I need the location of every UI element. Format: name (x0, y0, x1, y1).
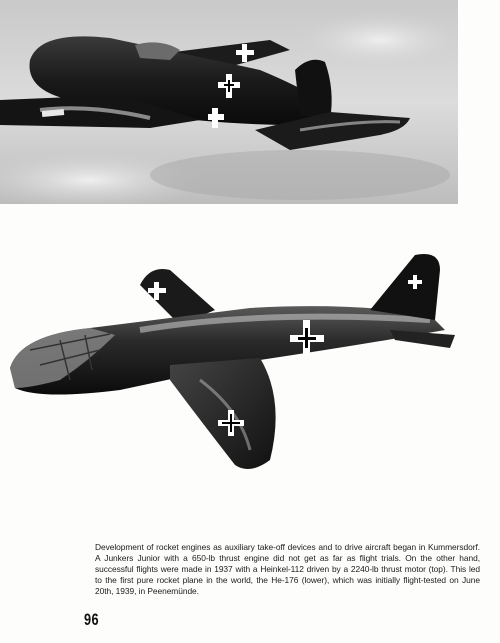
page-number: 96 (84, 610, 99, 629)
he-176-illustration (0, 240, 470, 480)
heinkel-112-illustration (0, 0, 458, 204)
photo-caption: Development of rocket engines as auxiliary take-off devices and to drive aircraft began in Kummersdorf. A Junkers Junior with a 650-lb thrust engine did not get as far as flight trials. On the other hand, successful flights were made in 1937 with a Heinkel-112 driven by a 2240-lb thrust motor (top). This led to the first pure rocket plane in the world, the He-176 (lower), which was initially flight-tested on June 20th, 1939, in Peenemünde. (95, 542, 480, 596)
photo-heinkel-112 (0, 0, 458, 204)
photo-he-176 (0, 240, 470, 480)
